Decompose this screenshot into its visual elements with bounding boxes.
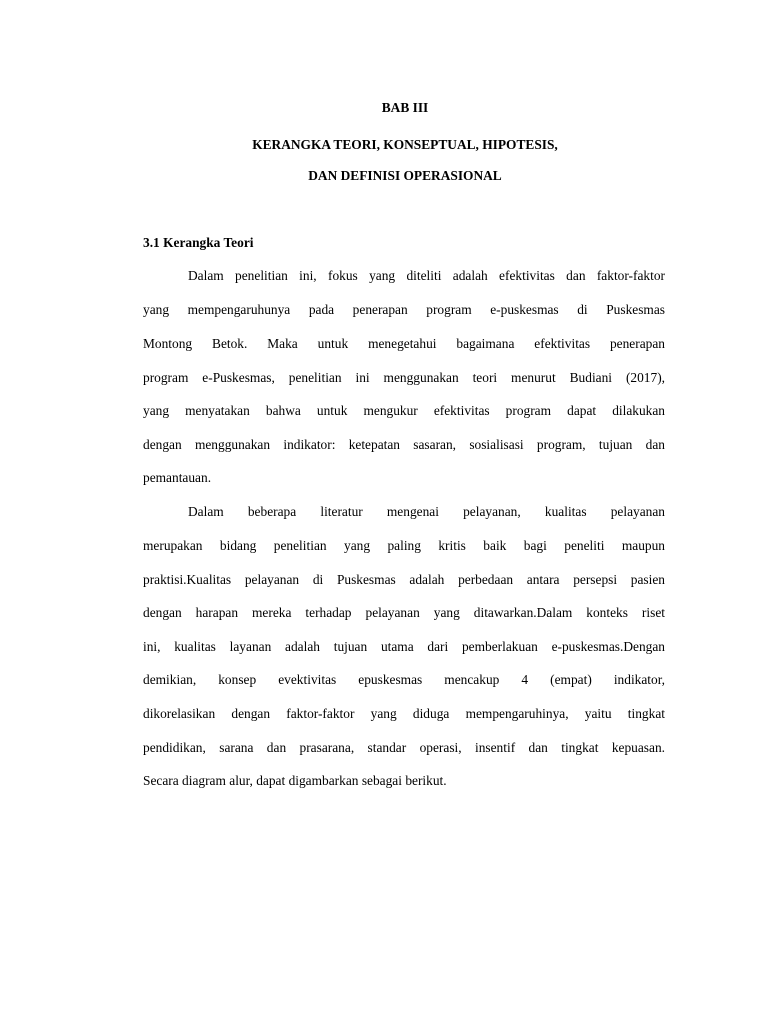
- paragraph-2-line: dengan harapan mereka terhadap pelayanan yang ditawarkan.Dalam konteks riset: [143, 605, 665, 620]
- paragraph-1-line: yang mempengaruhunya pada penerapan program e-puskesmas di Puskesmas: [143, 302, 665, 317]
- paragraph-2-line: demikian, konsep evektivitas epuskesmas mencakup 4 (empat) indikator,: [143, 672, 665, 687]
- paragraph-2-line: praktisi.Kualitas pelayanan di Puskesmas adalah perbedaan antara persepsi pasien: [143, 572, 665, 587]
- paragraph-2-line: pendidikan, sarana dan prasarana, standar operasi, insentif dan tingkat kepuasan.: [143, 740, 665, 755]
- chapter-title-line-1: KERANGKA TEORI, KONSEPTUAL, HIPOTESIS,: [252, 137, 558, 152]
- paragraph-1-line: dengan menggunakan indikator: ketepatan sasaran, sosialisasi program, tujuan dan: [143, 437, 665, 452]
- paragraph-1-line: Dalam penelitian ini, fokus yang diteliti adalah efektivitas dan faktor-faktor: [188, 268, 665, 283]
- paragraph-2-line: ini, kualitas layanan adalah tujuan utama dari pemberlakuan e-puskesmas.Dengan: [143, 639, 665, 654]
- chapter-heading: BAB III: [381, 100, 429, 115]
- paragraph-2-line: dikorelasikan dengan faktor-faktor yang diduga mempengaruhinya, yaitu tingkat: [143, 706, 665, 721]
- paragraph-2-line: merupakan bidang penelitian yang paling kritis baik bagi peneliti maupun: [143, 538, 665, 553]
- paragraph-1-line: program e-Puskesmas, penelitian ini menggunakan teori menurut Budiani (2017),: [143, 370, 665, 385]
- paragraph-1-line: Montong Betok. Maka untuk menegetahui bagaimana efektivitas penerapan: [143, 336, 665, 351]
- paragraph-2-line: Dalam beberapa literatur mengenai pelayanan, kualitas pelayanan: [188, 504, 665, 519]
- section-title: 3.1 Kerangka Teori: [143, 235, 254, 250]
- paragraph-1-line: yang menyatakan bahwa untuk mengukur efektivitas program dapat dilakukan: [143, 403, 665, 418]
- paragraph-2-line: Secara diagram alur, dapat digambarkan sebagai berikut.: [143, 773, 447, 788]
- paragraph-1-line: pemantauan.: [143, 470, 212, 485]
- chapter-title-line-2: DAN DEFINISI OPERASIONAL: [308, 168, 502, 183]
